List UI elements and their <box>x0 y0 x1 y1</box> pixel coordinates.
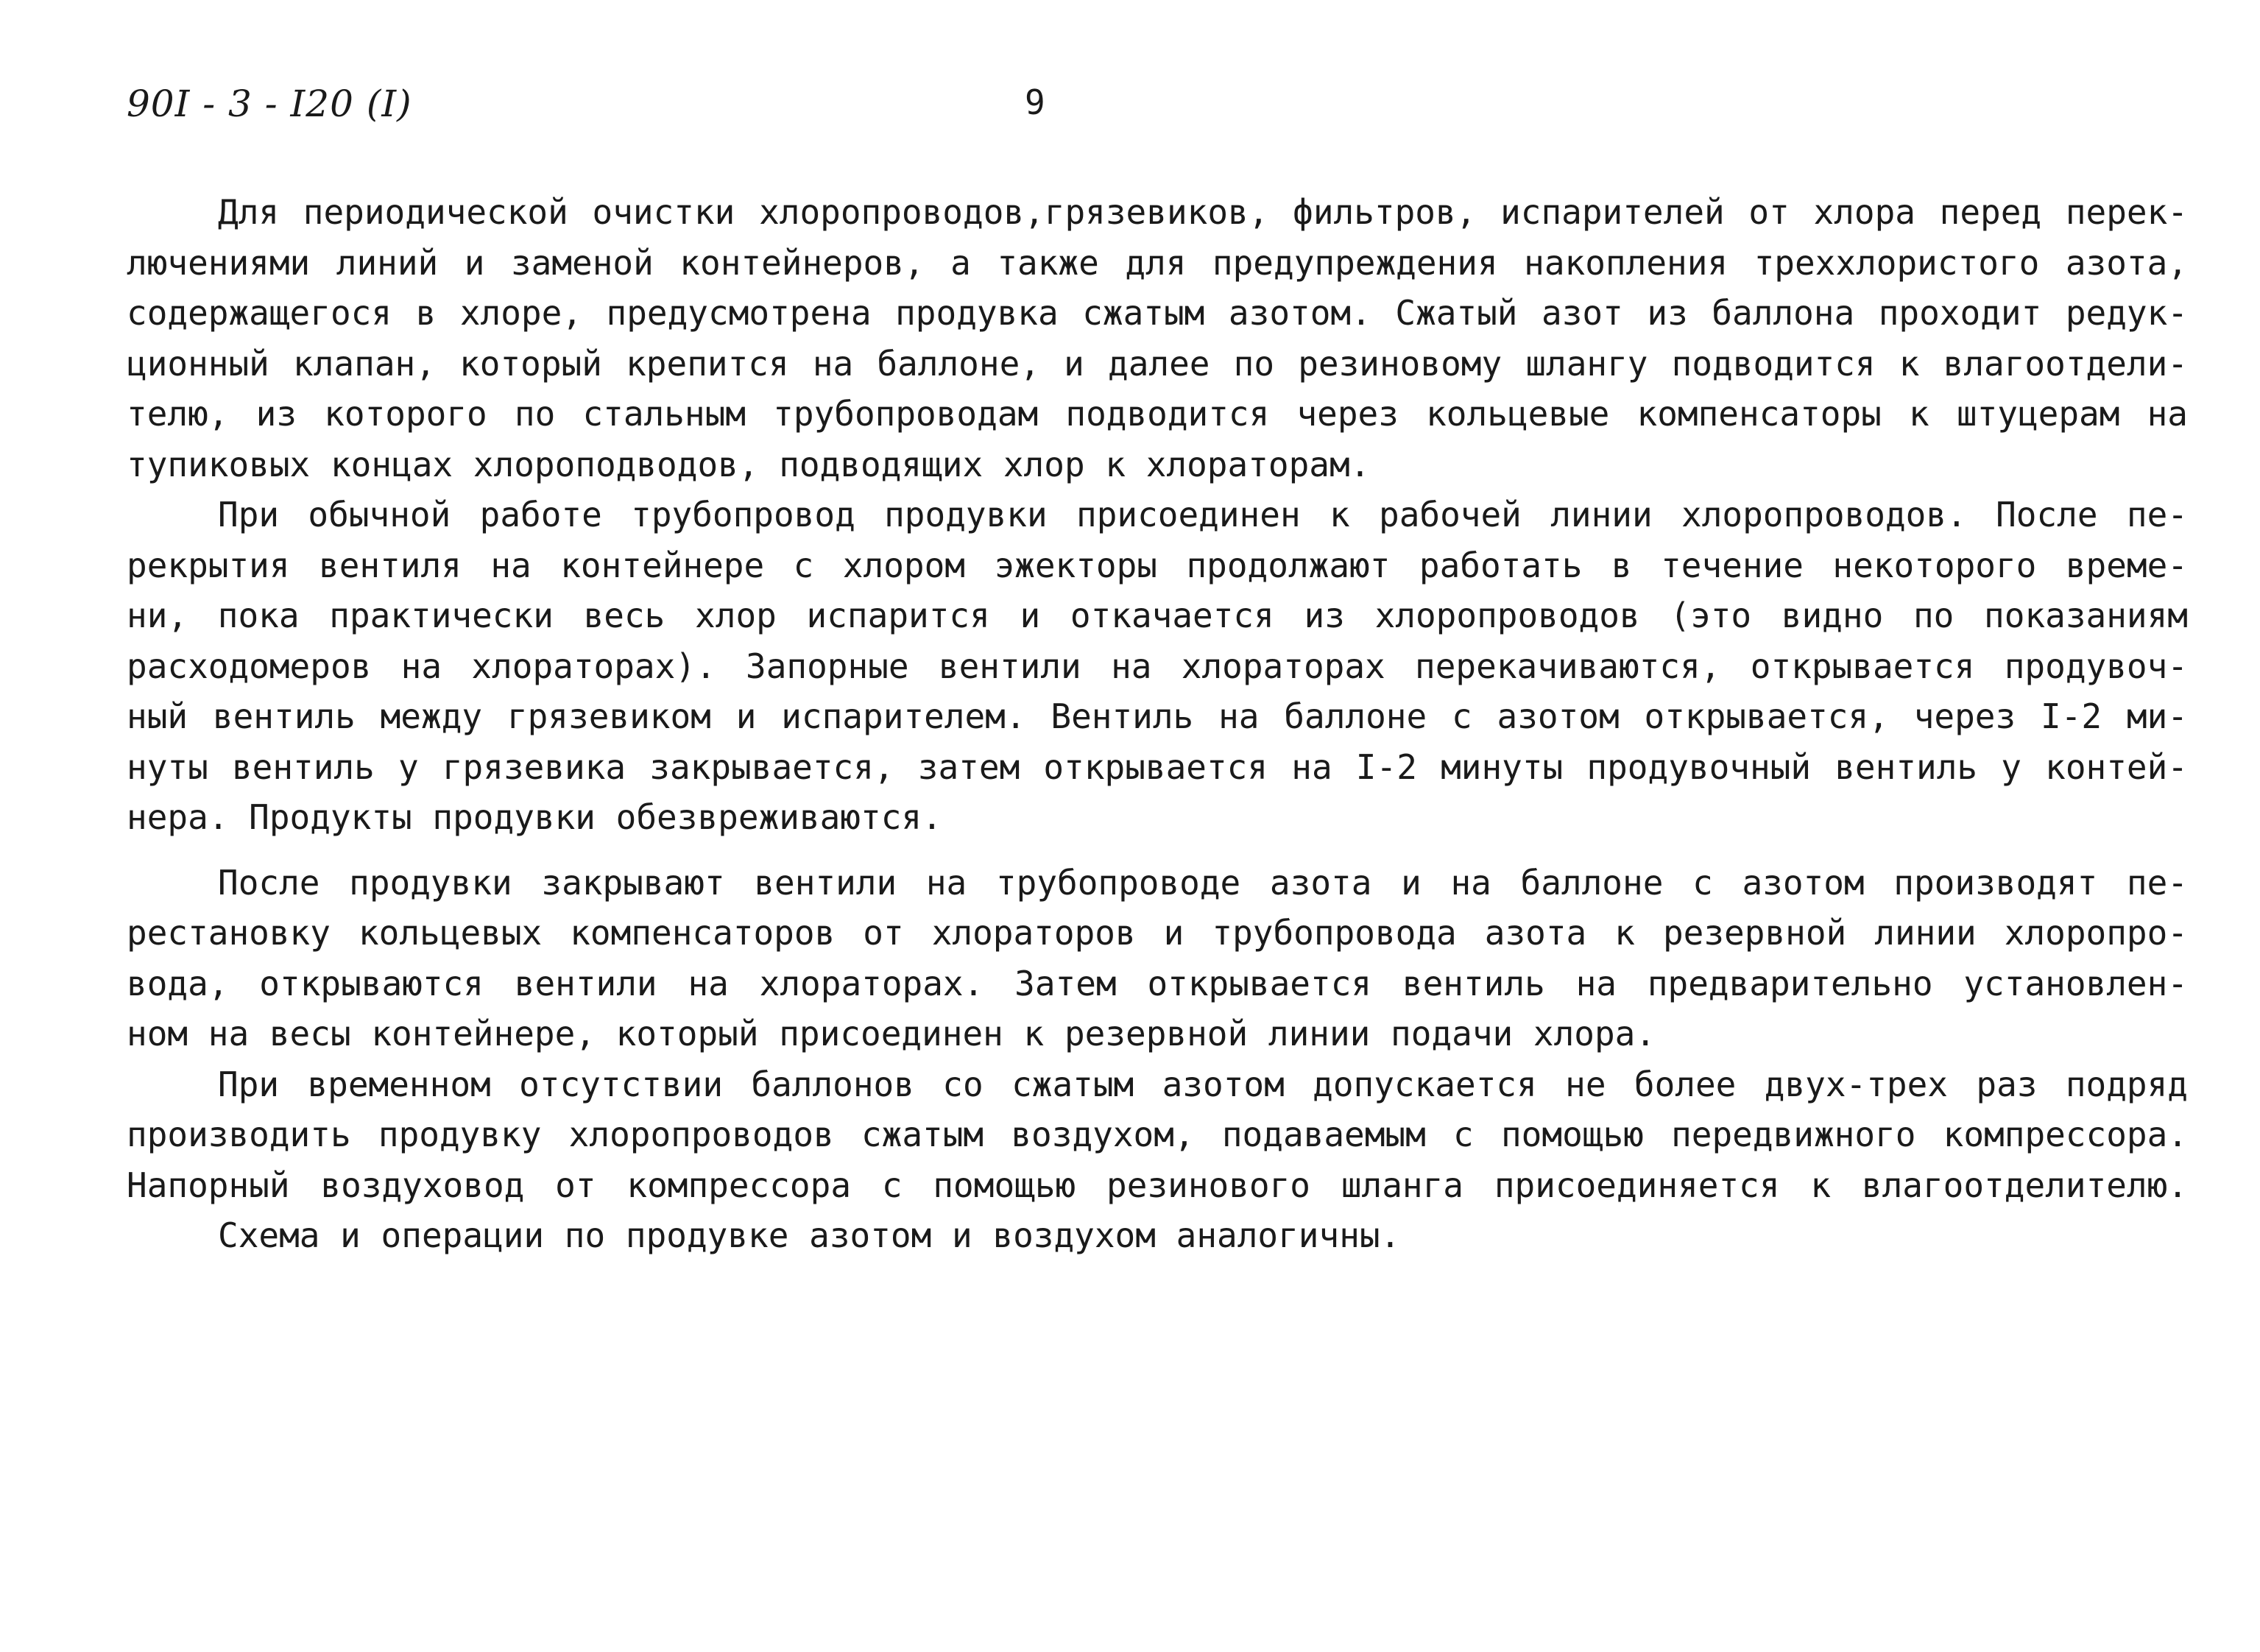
text-line: производить продувку хлоропроводов сжатым воздухом, подаваемым с помощью передвижного компрессора. <box>127 1115 2188 1154</box>
text-line: тупиковых концах хлороподводов, подводящих хлор к хлораторам. <box>127 444 1371 484</box>
paragraph <box>127 858 2188 1059</box>
text-line: ном на весы контейнере, который присоединен к резервной линии подачи хлора. <box>127 1014 1656 1053</box>
text-line: ни, пока практически весь хлор испарится и откачается из хлоропроводов (это видно по показаниям <box>127 596 2188 635</box>
text-line: ный вентиль между грязевиком и испарителем. Вентиль на баллоне с азотом открывается, через I-2 ми- <box>127 696 2188 736</box>
text-line: рекрытия вентиля на контейнере с хлором эжекторы продолжают работать в течение некоторого време- <box>127 545 2188 585</box>
page-number: 9 <box>1025 82 1045 122</box>
text-line: Схема и операции по продувке азотом и воздухом аналогичны. <box>218 1215 1401 1255</box>
text-line: рестановку кольцевых компенсаторов от хлораторов и трубопровода азота к резервной линии хлоропро- <box>127 913 2188 953</box>
text-line: телю, из которого по стальным трубопроводам подводится через кольцевые компенсаторы к штуцерам на <box>127 394 2188 434</box>
body-text <box>127 187 2188 1261</box>
text-line: После продувки закрывают вентили на трубопроводе азота и на баллоне с азотом производят пе- <box>218 862 2188 903</box>
paragraph-gap <box>127 843 2188 858</box>
text-line: содержащегося в хлоре, предусмотрена продувка сжатым азотом. Сжатый азот из баллона проходит редук- <box>127 293 2188 333</box>
paragraph <box>127 1210 2188 1261</box>
text-line: расходомеров на хлораторах). Запорные вентили на хлораторах перекачиваются, открывается продувоч- <box>127 646 2188 686</box>
text-line: При обычной работе трубопровод продувки присоединен к рабочей линии хлоропроводов. После пе- <box>218 495 2188 534</box>
text-line: нуты вентиль у грязевика закрывается, затем открывается на I-2 минуты продувочный вентиль у контей- <box>127 746 2188 787</box>
text-line: ционный клапан, который крепится на баллоне, и далее по резиновому шлангу подводится к влагоотдели- <box>127 343 2188 384</box>
text-line: нера. Продукты продувки обезвреживаются. <box>127 797 942 837</box>
text-line: Напорный воздуховод от компрессора с помощью резинового шланга присоединяется к влагоотделителю. <box>127 1165 2188 1205</box>
text-line: Для периодической очистки хлоропроводов,грязевиков, фильтров, испарителей от хлора перед перек- <box>218 192 2188 232</box>
paragraph <box>127 187 2188 490</box>
text-line: лючениями линий и заменой контейнеров, а также для предупреждения накопления треххлористого азота, <box>127 242 2188 283</box>
paragraph <box>127 1059 2188 1211</box>
text-line: При временном отсутствии баллонов со сжатым азотом допускается не более двух-трех раз подряд <box>218 1064 2188 1104</box>
document-code: 90I - 3 - I20 (I) <box>127 82 412 125</box>
text-line: вода, открываются вентили на хлораторах. Затем открывается вентиль на предварительно установлен- <box>127 963 2188 1003</box>
paragraph <box>127 490 2188 843</box>
